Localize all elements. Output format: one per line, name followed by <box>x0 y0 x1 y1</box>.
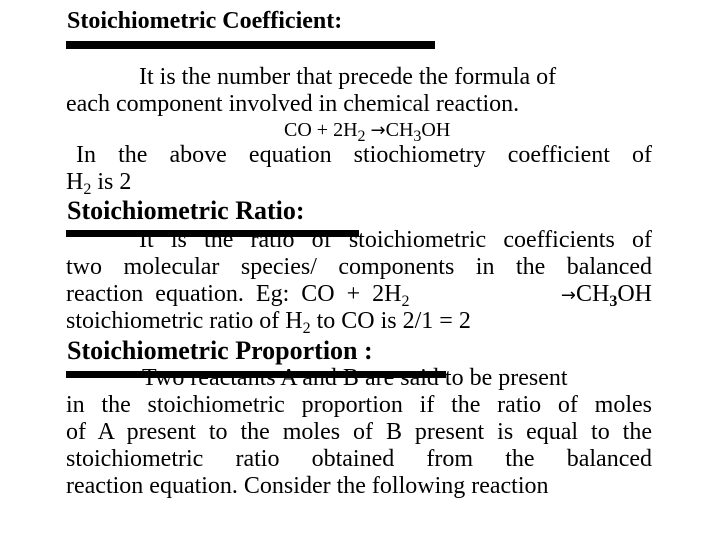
ratio-text: reaction equation. Eg: CO + $2H_2$ <box>66 281 410 310</box>
equation-reactants: CO + 2H <box>284 119 358 141</box>
text-fragment: H <box>66 169 84 195</box>
heading-stoichiometric-ratio: Stoichiometric Ratio: <box>67 196 305 225</box>
equation-product-suffix: OH <box>421 119 451 141</box>
proportion-line: Two reactants A and B are said to be present <box>142 365 568 391</box>
reaction-arrow-icon: → <box>370 120 386 141</box>
ratio-equation-product: $\to CH_3OH$ <box>560 281 652 310</box>
ratio-line: It is the ratio of stoichiometric coefficients of <box>139 227 652 253</box>
example-line <box>66 169 652 196</box>
subscript: 2 <box>357 128 366 145</box>
subscript: 3 <box>413 128 422 145</box>
ratio-line <box>66 308 652 335</box>
ratio-line: two molecular species/ components in the balanced <box>66 254 652 280</box>
equation-product: CH <box>385 119 414 141</box>
subscript: 2 <box>302 320 311 337</box>
proportion-line: of A present to the moles of B present is equal to the <box>66 419 652 445</box>
subscript: 2 <box>401 293 410 310</box>
heading-stoichiometric-proportion: Stoichiometric Proportion : <box>67 336 373 365</box>
definition-line: each component involved in chemical reaction. <box>66 91 520 117</box>
text-fragment: stoichiometric ratio of H <box>66 308 303 334</box>
example-line: In the above equation stiochiometry coefficient of <box>76 142 652 168</box>
heading-stoichiometric-coefficient: Stoichiometric Coefficient: <box>67 8 343 34</box>
text-fragment: is 2 <box>91 169 132 195</box>
proportion-line: reaction equation. Consider the following reaction <box>66 473 549 499</box>
text-fragment: to CO is 2/1 = 2 <box>310 308 471 334</box>
heading-underline <box>66 41 435 49</box>
proportion-line: stoichiometric ratio obtained from the balanced <box>66 446 652 472</box>
definition-line: It is the number that precede the formula of <box>139 64 557 90</box>
subscript: 3 <box>609 293 618 310</box>
ratio-line <box>66 281 652 309</box>
proportion-line: in the stoichiometric proportion if the ratio of moles <box>66 392 652 418</box>
chemical-equation <box>284 118 450 143</box>
reaction-arrow-icon: → <box>560 285 576 306</box>
subscript: 2 <box>83 181 92 198</box>
